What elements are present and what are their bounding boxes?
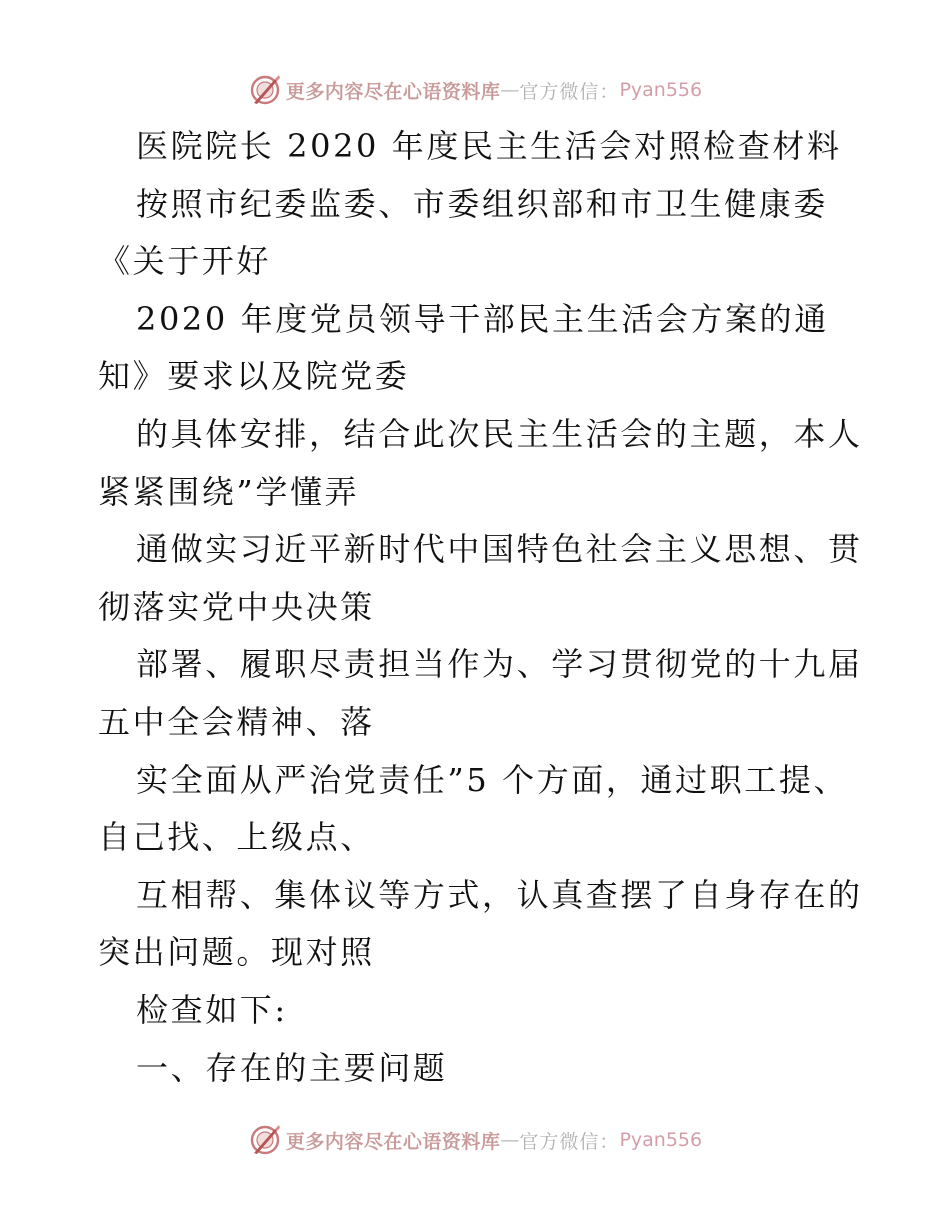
document-title: 医院院长 2020 年度民主生活会对照检查材料 — [136, 127, 842, 165]
paragraph-line: 《关于开好 — [98, 242, 272, 281]
paragraph-line: 检查如下: — [136, 990, 288, 1029]
paragraph-line: 2020 年度党员领导干部民主生活会方案的通 — [136, 299, 829, 338]
paragraph-line: 自己找、上级点、 — [98, 818, 375, 857]
paragraph-line: 实全面从严治党责任”5 个方面，通过职工提、 — [136, 760, 849, 799]
quill-logo-icon — [248, 1123, 282, 1157]
paragraph-line: 五中全会精神、落 — [98, 702, 375, 741]
section-heading: 一、存在的主要问题 — [136, 1048, 448, 1087]
banner-site-text: 更多内容尽在心语资料库 — [285, 80, 501, 103]
banner-wechat-id: Pyan556 — [619, 1129, 703, 1151]
banner-wechat-id: Pyan556 — [619, 79, 703, 101]
paragraph-line: 突出问题。现对照 — [98, 933, 375, 972]
paragraph-line: 知》要求以及院党委 — [98, 357, 410, 396]
quill-logo-icon — [248, 73, 282, 107]
document-body — [98, 118, 863, 1097]
banner-wechat-label: 官方微信： — [519, 1130, 620, 1153]
banner-wechat-label: 官方微信： — [519, 80, 620, 103]
banner-site-text: 更多内容尽在心语资料库 — [285, 1130, 501, 1153]
paragraph-line: 部署、履职尽责担当作为、学习贯彻党的十九届 — [136, 645, 863, 684]
paragraph-line: 紧紧围绕”学懂弄 — [98, 472, 360, 511]
banner-separator: — — [500, 1129, 520, 1151]
footer-banner — [0, 1120, 950, 1160]
paragraph-line: 彻落实党中央决策 — [98, 587, 375, 626]
paragraph-line: 的具体安排，结合此次民主生活会的主题，本人 — [136, 414, 863, 453]
header-banner — [0, 70, 950, 110]
banner-separator: — — [500, 79, 520, 101]
paragraph-line: 互相帮、集体议等方式，认真查摆了自身存在的 — [136, 875, 863, 914]
paragraph-line: 按照市纪委监委、市委组织部和市卫生健康委 — [136, 184, 829, 223]
paragraph-line: 通做实习近平新时代中国特色社会主义思想、贯 — [136, 530, 863, 569]
